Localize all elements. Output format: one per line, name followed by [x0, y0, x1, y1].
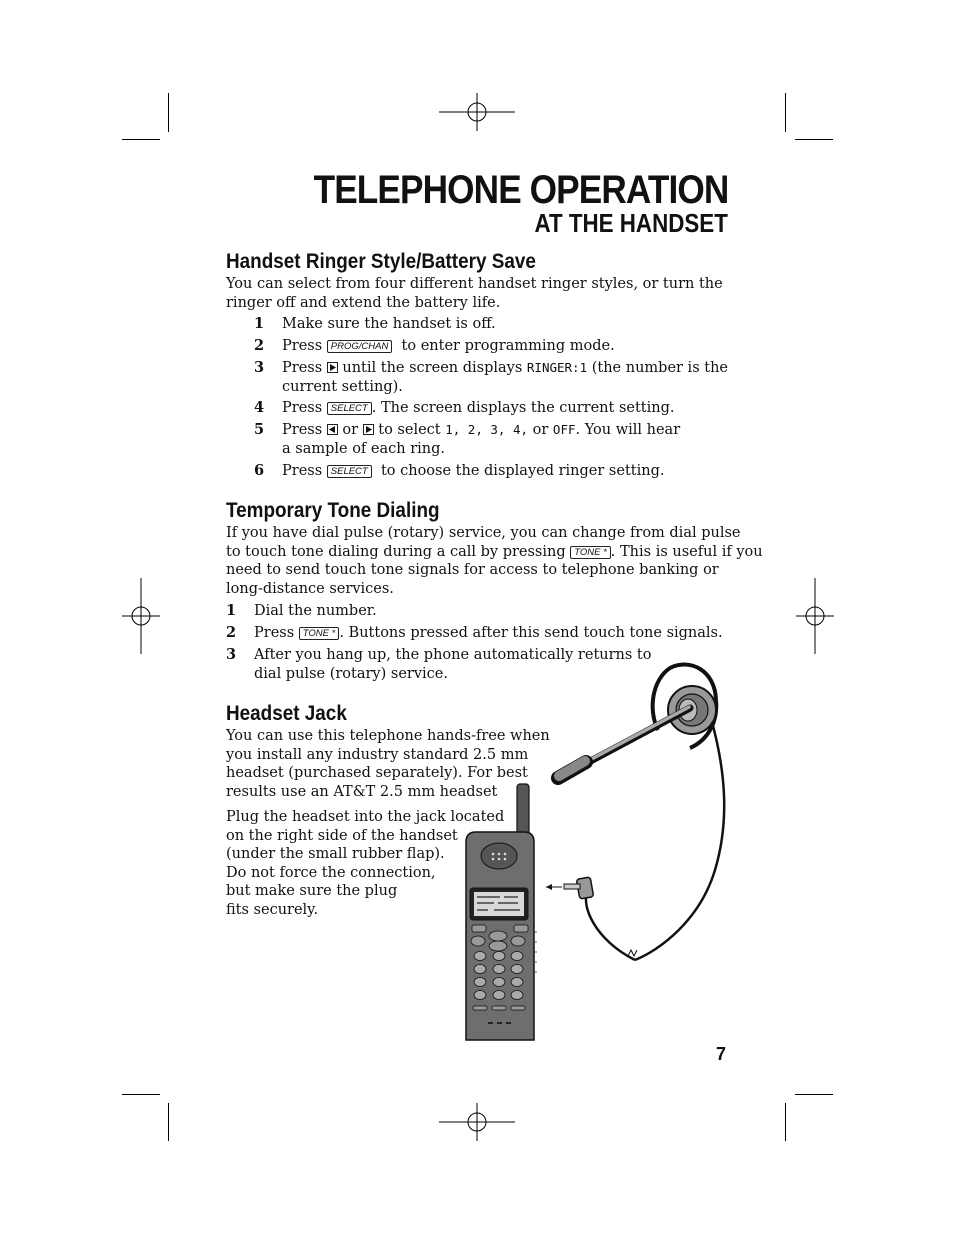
text-line: You can select from four different handset ringer styles, or turn the	[226, 276, 723, 292]
step-text: . The screen displays the current setting.	[371, 400, 675, 416]
tone-key: TONE *	[299, 627, 340, 640]
step-number: 2	[226, 624, 237, 641]
step-text: Press	[254, 625, 295, 641]
text-line: ringer off and extend the battery life.	[226, 294, 501, 311]
crop-mark	[795, 139, 833, 140]
crop-mark	[122, 1094, 160, 1095]
screen-display-text: 1, 2, 3, 4,	[445, 422, 529, 437]
step-number: 5	[254, 421, 265, 438]
text-line: headset (purchased separately). For best	[226, 765, 528, 781]
step-text: to choose the displayed ringer setting.	[380, 463, 665, 479]
crop-mark	[785, 1103, 786, 1141]
handset-phone-illustration	[460, 782, 540, 1044]
step-text: After you hang up, the phone automatically returns to	[254, 647, 652, 663]
step-text: . You will hear	[575, 422, 681, 438]
step-number: 1	[254, 315, 265, 332]
step-text: current setting).	[282, 379, 403, 395]
step-number: 2	[254, 337, 265, 354]
text-line: long-distance services.	[226, 580, 394, 597]
text-line: results use an AT&T 2.5 mm headset	[226, 783, 498, 800]
text-line: (under the small rubber flap).	[226, 846, 445, 862]
tone-key: TONE *	[570, 546, 611, 559]
text-line: If you have dial pulse (rotary) service, you can change from dial pulse	[226, 525, 741, 541]
step-text: or	[342, 422, 359, 438]
step-number: 4	[254, 399, 265, 416]
step-text: . Buttons pressed after this send touch tone signals.	[339, 625, 723, 641]
crop-mark	[168, 1103, 169, 1141]
step-text: to select	[378, 422, 441, 438]
tone-heading: Temporary Tone Dialing	[226, 499, 440, 522]
ringer-heading: Handset Ringer Style/Battery Save	[226, 250, 536, 273]
page-subtitle: AT THE HANDSET	[534, 208, 728, 238]
step-text: to enter programming mode.	[401, 338, 615, 354]
step-number: 3	[226, 646, 237, 663]
crop-mark	[122, 139, 160, 140]
registration-mark-bottom	[439, 1103, 515, 1141]
text-line: need to send touch tone signals for access to telephone banking or	[226, 562, 719, 578]
step-text: Dial the number.	[254, 603, 377, 619]
step-text: (the number is the	[591, 360, 728, 376]
step-text: Press	[282, 338, 323, 354]
crop-mark	[795, 1094, 833, 1095]
right-arrow-key-icon	[363, 424, 374, 435]
text-line: Do not force the connection,	[226, 864, 436, 881]
page-title: TELEPHONE OPERATION	[313, 168, 728, 212]
right-arrow-key-icon	[327, 362, 338, 373]
select-key: SELECT	[327, 465, 372, 478]
text-line: to touch tone dialing during a call by pressing	[226, 543, 566, 560]
step-text: a sample of each ring.	[282, 441, 445, 457]
step-text: Press	[282, 422, 323, 438]
registration-mark-left	[122, 578, 160, 654]
text-line: Plug the headset into the jack located	[226, 809, 505, 825]
step-text: Press	[282, 463, 323, 479]
screen-display-text: RINGER:1	[526, 360, 588, 375]
step-text: until the screen displays	[342, 360, 523, 376]
ringer-intro	[226, 275, 723, 312]
left-arrow-key-icon	[327, 424, 338, 435]
text-line: but make sure the plug	[226, 883, 398, 899]
headset-illustration	[540, 660, 740, 980]
step-text: or	[532, 422, 549, 438]
text-line: You can use this telephone hands-free when	[226, 728, 550, 744]
select-key: SELECT	[327, 402, 372, 415]
headset-heading: Headset Jack	[226, 702, 347, 725]
registration-mark-top	[439, 93, 515, 131]
step-text: Press	[282, 360, 323, 376]
text-line: fits securely.	[226, 901, 319, 918]
registration-mark-right	[796, 578, 834, 654]
step-number: 6	[254, 462, 265, 479]
step-text: Press	[282, 400, 323, 416]
step-number: 1	[226, 602, 237, 619]
page-number: 7	[716, 1044, 727, 1064]
step-text: Make sure the handset is off.	[282, 316, 496, 332]
crop-mark	[785, 93, 786, 132]
text-line: you install any industry standard 2.5 mm	[226, 746, 529, 763]
step-number: 3	[254, 359, 265, 376]
prog-chan-key: PROG/CHAN	[327, 340, 393, 353]
text-line: . This is useful if you	[610, 543, 763, 560]
crop-mark	[168, 93, 169, 132]
text-line: on the right side of the handset	[226, 827, 458, 844]
tone-intro	[226, 524, 763, 598]
screen-display-text: OFF	[552, 422, 576, 437]
step-text: dial pulse (rotary) service.	[254, 666, 448, 682]
